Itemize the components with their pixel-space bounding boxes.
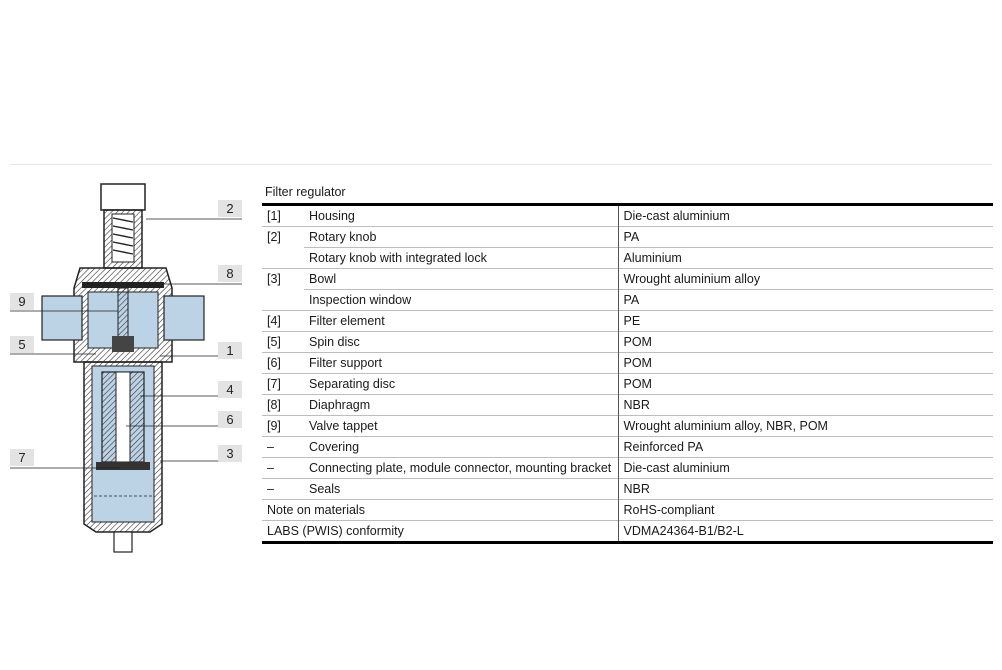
ref-cell [262,248,304,269]
material-cell: Wrought aluminium alloy [618,269,993,290]
table-title: Filter regulator [265,185,346,199]
table-row [262,269,993,290]
callout-9: 9 [10,293,34,310]
ref-cell: [5] [262,332,304,353]
component-cell: Seals [304,479,618,500]
note-row [262,500,993,521]
table-row [262,458,993,479]
callout-5: 5 [10,336,34,353]
table-row [262,205,993,227]
callout-4: 4 [218,381,242,398]
component-cell: Filter element [304,311,618,332]
diaphragm [82,282,164,288]
materials-table [262,181,993,541]
material-cell: NBR [618,479,993,500]
callout-7: 7 [10,449,34,466]
table-row [262,374,993,395]
top-divider [10,164,992,165]
component-cell: Rotary knob with integrated lock [304,248,618,269]
ref-cell: [4] [262,311,304,332]
component-cell: Spin disc [304,332,618,353]
callout-6: 6 [218,411,242,428]
ref-cell: [6] [262,353,304,374]
ref-cell: [8] [262,395,304,416]
outlet-port [164,296,204,340]
ref-cell: [2] [262,227,304,248]
material-cell: POM [618,332,993,353]
condensate-drain [114,532,132,552]
table-title-row [262,181,993,205]
table-row [262,479,993,500]
ref-cell: – [262,437,304,458]
component-cell: Diaphragm [304,395,618,416]
sectional-view-svg [0,176,250,566]
ref-cell: [1] [262,205,304,227]
component-cell: Inspection window [304,290,618,311]
note-label: LABS (PWIS) conformity [262,521,618,542]
component-cell: Rotary knob [304,227,618,248]
material-cell: Wrought aluminium alloy, NBR, POM [618,416,993,437]
material-cell: PA [618,227,993,248]
component-cell: Covering [304,437,618,458]
table-row [262,332,993,353]
ref-cell: – [262,458,304,479]
table-row [262,248,993,269]
table-row [262,437,993,458]
filter-support [116,372,130,462]
table-row [262,290,993,311]
inlet-port [42,296,82,340]
component-cell: Bowl [304,269,618,290]
component-cell: Housing [304,205,618,227]
separating-disc [96,462,150,470]
material-cell: Die-cast aluminium [618,205,993,227]
ref-cell: [9] [262,416,304,437]
component-cell: Connecting plate, module connector, mounting bracket [304,458,618,479]
callout-3: 3 [218,445,242,462]
table-row [262,416,993,437]
material-cell: POM [618,353,993,374]
note-label: Note on materials [262,500,618,521]
component-cell: Filter support [304,353,618,374]
component-cell: Valve tappet [304,416,618,437]
material-cell: POM [618,374,993,395]
table-row [262,311,993,332]
note-value: RoHS-compliant [618,500,993,521]
material-cell: NBR [618,395,993,416]
table-row [262,227,993,248]
callout-8: 8 [218,265,242,282]
component-cell: Separating disc [304,374,618,395]
material-cell: Die-cast aluminium [618,458,993,479]
table-row [262,353,993,374]
ref-cell: – [262,479,304,500]
material-cell: PE [618,311,993,332]
rotary-knob [101,184,145,210]
callout-1: 1 [218,342,242,359]
callout-2: 2 [218,200,242,217]
table-bottom-rule [262,541,993,544]
note-row [262,521,993,542]
ref-cell [262,290,304,311]
materials-table-body [262,181,993,541]
materials-table-wrap [262,181,993,544]
table-row [262,395,993,416]
ref-cell: [7] [262,374,304,395]
material-cell: Reinforced PA [618,437,993,458]
valve-seat [112,336,134,352]
material-cell: Aluminium [618,248,993,269]
note-value: VDMA24364-B1/B2-L [618,521,993,542]
filter-regulator-drawing [0,176,250,566]
ref-cell: [3] [262,269,304,290]
material-cell: PA [618,290,993,311]
